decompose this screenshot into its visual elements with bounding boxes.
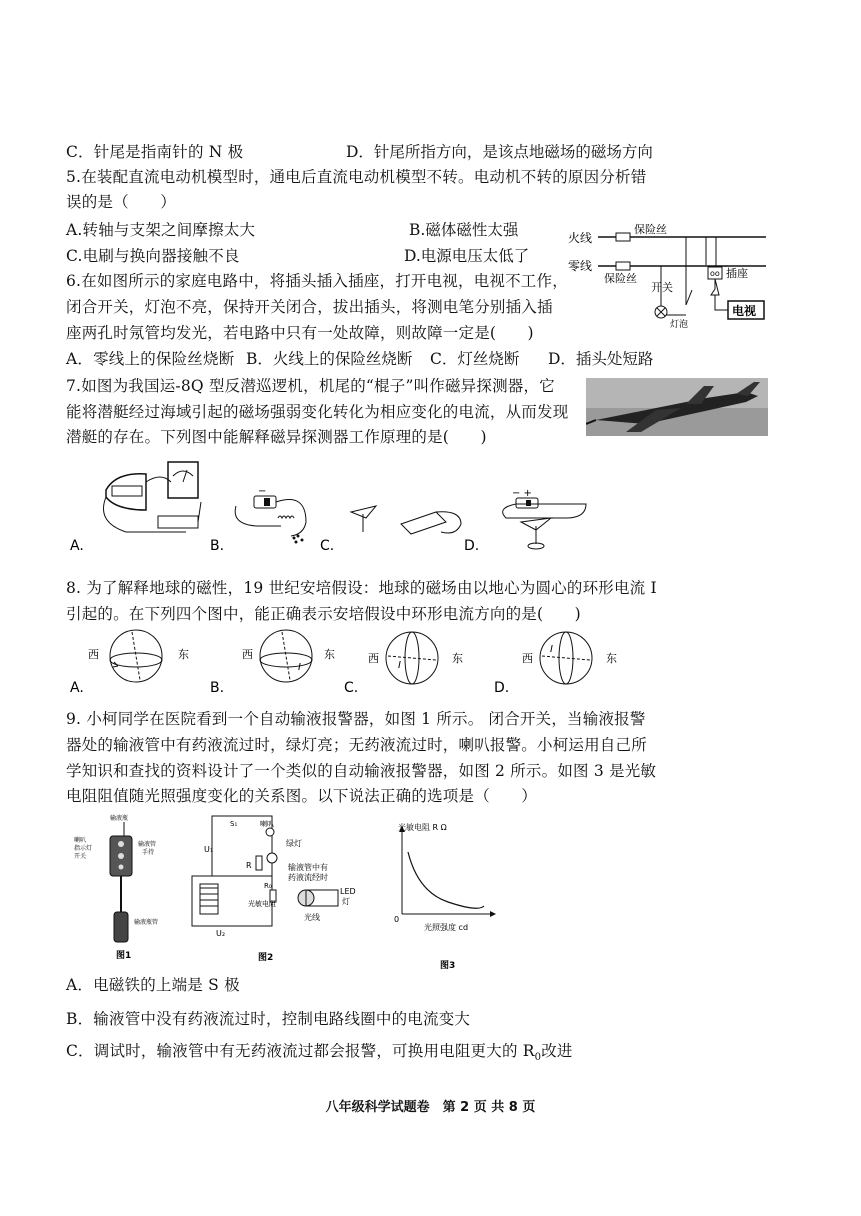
- q9-option-b: B．输液管中没有药液流过时，控制电路线圈中的电流变大: [66, 1010, 471, 1028]
- q7-stem-line-2: 能将潜艇经过海域引起的磁场强弱变化转化为相应变化的电流，从而发现: [66, 403, 569, 421]
- svg-text:东: 东: [606, 652, 617, 665]
- neutral-wire-label: 零线: [568, 259, 593, 273]
- q8-globe-figures: [66, 628, 626, 698]
- q9-stem-line-3: 学知识和查找的资料设计了一个类似的自动输液报警器，如图 2 所示。如图 3 是光敏: [66, 762, 657, 780]
- svg-text:S₁: S₁: [230, 820, 238, 828]
- svg-text:−: −: [258, 486, 267, 497]
- q7-option-figures: [66, 452, 766, 557]
- svg-text:开关: 开关: [74, 853, 87, 860]
- q9-figure-2-circuit: [186, 812, 361, 964]
- q7-stem-line-1: 7.如图为我国运-8Q 型反潜巡逻机，机尾的“棍子”叫作磁异探测器，它: [66, 377, 555, 395]
- q6-option-c: C．灯丝烧断: [430, 350, 520, 368]
- svg-text:R: R: [246, 861, 252, 870]
- q5-option-a: A.转轴与支架之间摩擦太大: [66, 221, 256, 239]
- svg-text:光敏电阻 R Ω: 光敏电阻 R Ω: [398, 823, 447, 832]
- svg-text:开关: 开关: [651, 281, 673, 294]
- q7-figure-d: [464, 488, 586, 554]
- q5-option-b: B.磁体磁性太强: [409, 221, 519, 239]
- q5-stem-line-1: 5.在装配直流电动机模型时，通电后直流电动机模型不转。电动机不转的原因分析错: [66, 168, 647, 186]
- svg-text:R₀: R₀: [264, 882, 272, 890]
- svg-text:灯泡: 灯泡: [670, 320, 689, 330]
- svg-text:U₂: U₂: [216, 929, 226, 938]
- page-footer: 八年级科学试题卷 第 2 页 共 8 页: [325, 1100, 536, 1115]
- svg-text:I: I: [298, 662, 301, 673]
- figure-3-caption: 图3: [440, 961, 456, 971]
- q7-figure-c: [320, 506, 461, 554]
- q9-option-c: C．调试时，输液管中有无药液流过都会报警，可换用电阻更大的 $R_0$改进: [66, 1042, 573, 1064]
- fuse-live: [616, 233, 630, 241]
- svg-text:LED: LED: [340, 887, 356, 896]
- q9-stem-line-1: 9. 小柯同学在医院看到一个自动输液报警器，如图 1 所示。 闭合开关，当输液报警: [66, 710, 646, 728]
- q8-stem-line-1: 8. 为了解释地球的磁性，19 世纪安培假设：地球的磁场由以地心为圆心的环形电流 I: [66, 579, 657, 597]
- speaker-icon: [266, 828, 274, 836]
- svg-text:西: 西: [522, 652, 533, 665]
- figure-1-caption: 图1: [116, 951, 132, 961]
- resistance-curve: [408, 852, 484, 908]
- svg-text:D.: D.: [464, 538, 480, 554]
- q6-option-b: B．火线上的保险丝烧断: [246, 350, 413, 368]
- svg-text:保险丝: 保险丝: [604, 272, 637, 285]
- switch-blade: [686, 290, 692, 305]
- svg-text:C.: C.: [344, 680, 359, 696]
- svg-text:0: 0: [394, 915, 400, 924]
- svg-text:输液管中有: 输液管中有: [288, 863, 328, 872]
- q8-stem-line-2: 引起的。在下列四个图中，能正确表示安培假设中环形电流方向的是( ): [66, 605, 581, 623]
- svg-text:手持: 手持: [142, 849, 155, 856]
- q6-option-a: A．零线上的保险丝烧断: [66, 350, 235, 368]
- svg-text:指示灯: 指示灯: [74, 845, 93, 852]
- svg-text:东: 东: [452, 652, 463, 665]
- svg-text:喇叭: 喇叭: [74, 837, 87, 844]
- q8-globe-d: [494, 632, 617, 696]
- q9-stem-line-2: 器处的输液管中有药液流过时，绿灯亮；无药液流过时，喇叭报警。小柯运用自己所: [66, 736, 647, 754]
- q8-globe-b: [210, 630, 335, 696]
- q6-stem-line-3: 座两孔时氖管均发光，若电路中只有一处故障，则故障一定是( ): [66, 324, 534, 342]
- svg-text:插座: 插座: [726, 267, 748, 280]
- live-wire-label: 火线: [568, 231, 593, 245]
- svg-text:喇叭: 喇叭: [260, 820, 274, 828]
- svg-text:输液瓶管: 输液瓶管: [134, 919, 159, 926]
- svg-text:输液管: 输液管: [138, 841, 157, 848]
- q4-option-c: C．针尾是指南针的 N 极: [66, 143, 244, 161]
- svg-text:D.: D.: [494, 680, 510, 696]
- q5-option-c: C.电刷与换向器接触不良: [66, 247, 240, 265]
- fuse-neutral: [616, 262, 630, 270]
- q7-figure-a: [70, 462, 201, 554]
- green-lamp-icon: [267, 853, 277, 863]
- svg-text:光照强度 cd: 光照强度 cd: [424, 923, 469, 932]
- svg-text:保险丝: 保险丝: [634, 223, 667, 236]
- q9-figure-1: [74, 812, 186, 962]
- svg-text:西: 西: [368, 652, 379, 665]
- q7-stem-line-3: 潜艇的存在。下列图中能解释磁异探测器工作原理的是( ): [66, 428, 487, 446]
- q7-figure-b: [210, 486, 306, 554]
- q5-option-d: D.电源电压太低了: [404, 247, 530, 265]
- svg-text:U₁: U₁: [204, 845, 214, 854]
- svg-text:西: 西: [242, 648, 253, 661]
- q9-stem-line-4: 电阻阻值随光照强度变化的关系图。以下说法正确的选项是（ ）: [66, 787, 538, 805]
- q5-stem-line-2: 误的是（ ）: [66, 193, 176, 211]
- svg-text:B.: B.: [210, 680, 225, 696]
- figure-2-caption: 图2: [258, 953, 274, 963]
- q8-globe-c: [344, 632, 463, 696]
- q6-option-d: D．插头处短路: [548, 350, 654, 368]
- q6-stem-line-1: 6.在如图所示的家庭电路中，将插头插入插座，打开电视，电视不工作，: [66, 272, 568, 290]
- q4-option-d: D．针尾所指方向，是该点地磁场的磁场方向: [346, 143, 653, 161]
- svg-text:灯: 灯: [342, 897, 350, 906]
- svg-text:A.: A.: [70, 680, 84, 696]
- svg-text:东: 东: [324, 648, 335, 661]
- patrol-aircraft-photo: [586, 378, 768, 436]
- svg-text:oo: oo: [710, 269, 720, 278]
- household-circuit-diagram: [566, 215, 771, 333]
- svg-text:C.: C.: [320, 538, 335, 554]
- svg-text:B.: B.: [210, 538, 225, 554]
- svg-text:光线: 光线: [304, 913, 320, 922]
- svg-text:光敏电阻: 光敏电阻: [248, 900, 276, 908]
- svg-text:A.: A.: [70, 538, 84, 554]
- q8-globe-a: [70, 630, 189, 696]
- q9-figure-3-graph: [384, 818, 499, 974]
- svg-text:输液瓶: 输液瓶: [110, 815, 129, 822]
- q6-stem-line-2: 闭合开关，灯泡不亮，保持开关闭合，拔出插头，将测电笔分别插入插: [66, 298, 553, 316]
- svg-text:电视: 电视: [732, 304, 757, 318]
- galvanometer-icon: [168, 462, 198, 498]
- svg-text:药液流经时: 药液流经时: [288, 873, 328, 882]
- svg-text:东: 东: [178, 648, 189, 661]
- svg-text:西: 西: [88, 648, 99, 661]
- svg-text:I: I: [550, 644, 553, 655]
- svg-text:I: I: [398, 660, 401, 671]
- svg-text:绿灯: 绿灯: [286, 839, 302, 848]
- q9-option-a: A．电磁铁的上端是 S 极: [66, 976, 240, 994]
- svg-text:− +: − +: [512, 488, 532, 499]
